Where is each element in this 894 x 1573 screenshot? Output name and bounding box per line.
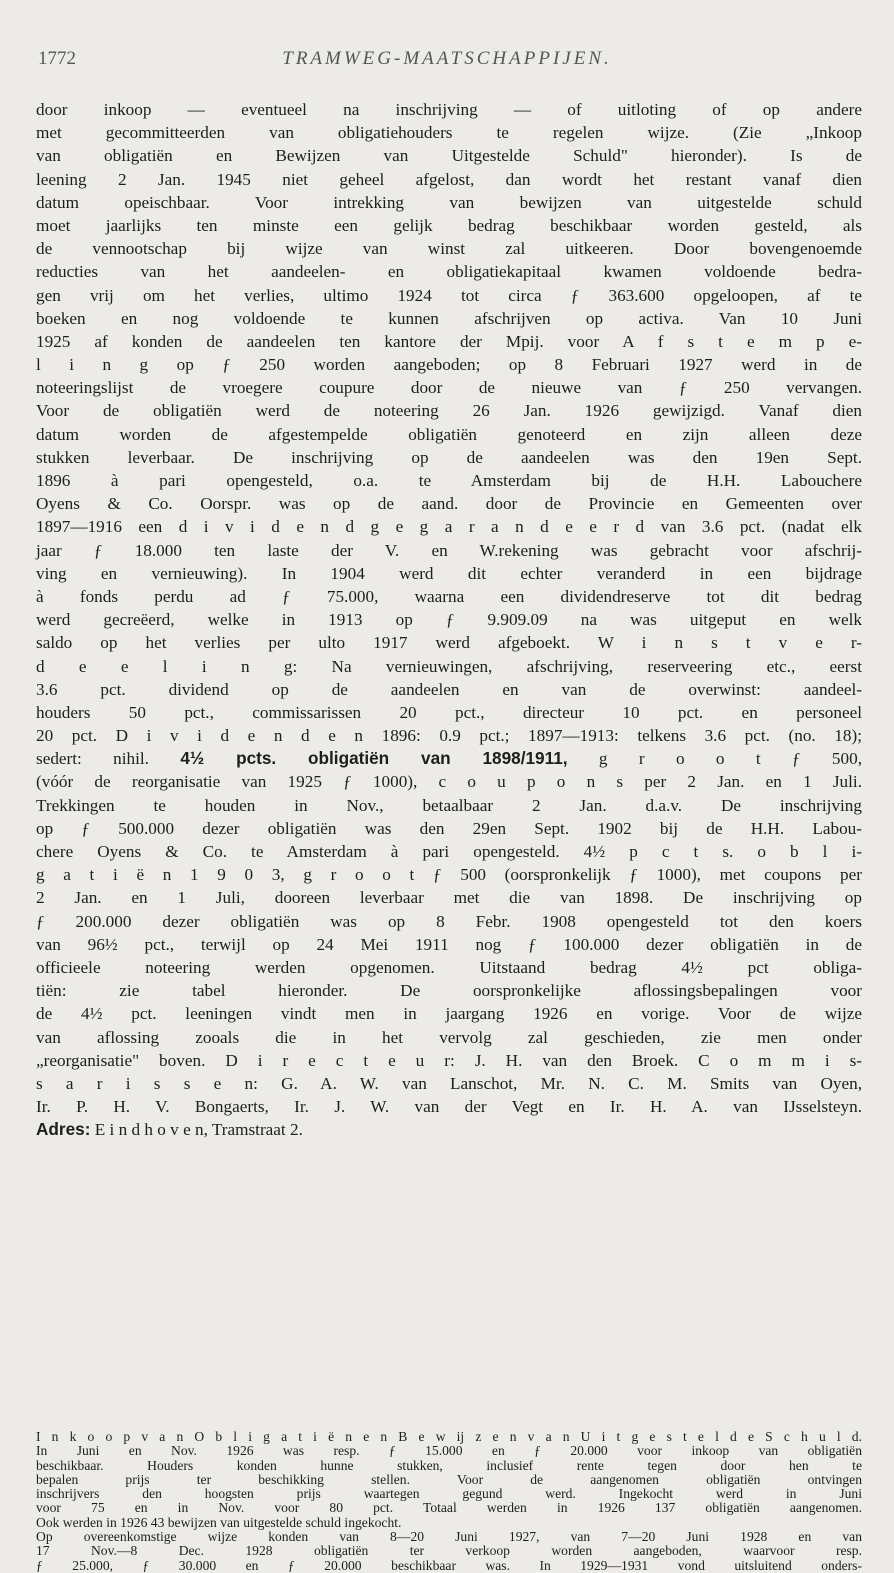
body-line-text: van 96½ pct., terwijl op 24 Mei 1911 nog ƒ 100.000 dezer obligatiën in de: [36, 934, 862, 954]
body-line-text: werd gecreëerd, welke in 1913 op ƒ 9.909.09 na was uitgeput en welk: [36, 610, 862, 630]
body-line: [36, 840, 862, 863]
body-line: [36, 376, 862, 399]
body-line: [36, 446, 862, 469]
body-line: [36, 724, 862, 747]
body-line-text: datum opeischbaar. Voor intrekking van bewijzen van uitgestelde schuld: [36, 192, 862, 212]
body-line-text: van obligatiën en Bewijzen van Uitgestelde Schuld" hieronder). Is de: [36, 146, 862, 166]
body-line-text: noteeringslijst de vroegere coupure door de nieuwe van ƒ 250 vervangen.: [36, 378, 862, 398]
footnote-line: [36, 1487, 862, 1501]
footnote-line: [36, 1530, 862, 1544]
footnote-line: [36, 1516, 862, 1530]
body-line: [36, 817, 862, 840]
body-line: [36, 770, 862, 793]
body-line-text: 1925 af konden de aandeelen ten kantore der Mpij. voor A f s t e m p e-: [36, 331, 862, 351]
body-line-text: ving en vernieuwing). In 1904 werd dit echter veranderd in een bijdrage: [36, 563, 862, 583]
body-line-text: sedert: nihil.: [36, 749, 149, 769]
body-line: [36, 562, 862, 585]
body-line-bold-heading: 4½ pcts. obligatiën van 1898/1911,: [180, 748, 568, 769]
body-line: [36, 956, 862, 979]
body-line-text: datum worden de afgestempelde obligatiën genoteerd en zijn alleen deze: [36, 424, 862, 444]
footnote-line-text: 17 Nov.—8 Dec. 1928 obligatiën ter verkoop worden aangeboden, waarvoor resp.: [36, 1543, 862, 1559]
running-title: TRAMWEG-MAATSCHAPPIJEN.: [282, 48, 612, 69]
body-line-text: gen vrij om het verlies, ultimo 1924 tot circa ƒ 363.600 opgeloopen, af te: [36, 285, 862, 305]
footnote-line-text: beschikbaar. Houders konden hunne stukken, inclusief rente tegen door hen te: [36, 1457, 862, 1473]
body-line-text: s a r i s s e n: G. A. W. van Lanschot, Mr. N. C. M. Smits van Oyen,: [36, 1073, 862, 1093]
body-line-text: stukken leverbaar. De inschrijving op de aandeelen was den 19en Sept.: [36, 447, 862, 467]
body-line: [36, 910, 862, 933]
footnote-line-text: I n k o o p v a n O b l i g a t i ë n e n B e w ij z e n v a n U i t g e s t e l d e S c h u l d.: [36, 1429, 862, 1444]
body-line: [36, 98, 862, 121]
body-line: [36, 168, 862, 191]
body-line: [36, 678, 862, 701]
body-line: [36, 144, 862, 167]
body-line-text: 1896 à pari opengesteld, o.a. te Amsterdam bij de H.H. Labouchere: [36, 471, 862, 490]
footnote-line: [36, 1430, 862, 1444]
footnote-line-text: Op overeenkomstige wijze konden van 8—20 Juni 1927, van 7—20 Juni 1928 en van: [36, 1529, 862, 1545]
footnote-line: [36, 1559, 862, 1573]
footnote-line-text: voor 75 en in Nov. voor 80 pct. Totaal werden in 1926 137 obligatiën aangenomen.: [36, 1500, 862, 1516]
body-line-bold-heading: Adres:: [36, 1119, 91, 1140]
body-line-text: officieele noteering werden opgenomen. Uitstaand bedrag 4½ pct obliga-: [36, 957, 862, 977]
body-line: [36, 1095, 862, 1118]
body-line-text: tiën: zie tabel hieronder. De oorspronkelijke aflossingsbepalingen voor: [36, 981, 862, 1001]
footnote-line-text: inschrijvers den hoogsten prijs waartegen gegund werd. Ingekocht werd in Juni: [36, 1486, 862, 1502]
body-line: [36, 307, 862, 330]
body-line-text-after: E i n d h o v e n, Tramstraat 2.: [94, 1120, 303, 1140]
body-line-text-after: g r o o t ƒ 500,: [598, 749, 863, 769]
body-line: [36, 237, 862, 260]
body-line: [36, 191, 862, 214]
body-line: [36, 121, 862, 144]
footnote-text: [36, 1430, 862, 1573]
body-line-text: chere Oyens & Co. te Amsterdam à pari opengesteld. 4½ p c t s. o b l i-: [36, 842, 862, 861]
body-line: [36, 1026, 862, 1049]
body-line-text: boeken en nog voldoende te kunnen afschrijven op activa. Van 10 Juni: [36, 308, 862, 328]
footnote-line: [36, 1501, 862, 1515]
body-line: [36, 469, 862, 492]
footnote-line: [36, 1473, 862, 1487]
body-line-text: 3.6 pct. dividend op de aandeelen en van de overwinst: aandeel-: [36, 679, 862, 699]
body-line-text: Oyens & Co. Oorspr. was op de aand. door de Provincie en Gemeenten over: [36, 494, 862, 514]
body-line-text: met gecommitteerden van obligatiehouders te regelen wijze. (Zie „Inkoop: [36, 123, 862, 143]
body-line: [36, 979, 862, 1002]
page-header: [38, 48, 856, 76]
body-line: [36, 1002, 862, 1025]
body-line: [36, 214, 862, 237]
footnote-line-text: bepalen prijs ter beschikking stellen. Voor de aangenomen obligatiën ontvingen: [36, 1471, 862, 1487]
body-line: [36, 330, 862, 353]
body-line-text: (vóór de reorganisatie van 1925 ƒ 1000), c o u p o n s per 2 Jan. en 1 Juli.: [36, 772, 862, 792]
body-line: [36, 515, 862, 538]
body-line: [36, 492, 862, 515]
body-line: [36, 655, 862, 678]
footnote-line: [36, 1459, 862, 1473]
body-line-text: d e e l i n g: Na vernieuwingen, afschrijving, reserveering etc., eerst: [36, 656, 862, 676]
body-line: [36, 399, 862, 422]
body-line-text: ƒ 200.000 dezer obligatiën was op 8 Febr. 1908 opengesteld tot den koers: [36, 911, 862, 931]
body-line-text: 2 Jan. en 1 Juli, dooreen leverbaar met die van 1898. De inschrijving op: [36, 888, 862, 908]
body-line: [36, 1118, 862, 1141]
body-line: [36, 933, 862, 956]
body-line-text: Trekkingen te houden in Nov., betaalbaar 2 Jan. d.a.v. De inschrijving: [36, 795, 862, 815]
footnote-line: [36, 1544, 862, 1558]
body-line-text: Voor de obligatiën werd de noteering 26 Jan. 1926 gewijzigd. Vanaf dien: [36, 401, 862, 421]
footnote-line: [36, 1444, 862, 1458]
body-line-text: à fonds perdu ad ƒ 75.000, waarna een dividendreserve tot dit bedrag: [36, 586, 862, 606]
main-body-text: [36, 98, 862, 1141]
page-number: 1772: [38, 48, 76, 69]
body-line-text: van aflossing zooals die in het vervolg zal geschieden, zie men onder: [36, 1027, 862, 1047]
body-line-text: 20 pct. D i v i d e n d e n 1896: 0.9 pct.; 1897—1913: telkens 3.6 pct. (no. 18);: [36, 726, 862, 746]
body-line-text: houders 50 pct., commissarissen 20 pct., directeur 10 pct. en personeel: [36, 702, 862, 722]
body-line: [36, 608, 862, 631]
body-line: [36, 886, 862, 909]
body-line: [36, 701, 862, 724]
body-line-text: „reorganisatie" boven. D i r e c t e u r: J. H. van den Broek. C o m m i s-: [36, 1050, 862, 1070]
body-line-text: de 4½ pct. leeningen vindt men in jaargang 1926 en vorige. Voor de wijze: [36, 1004, 862, 1024]
body-line-text: saldo op het verlies per ulto 1917 werd afgeboekt. W i n s t v e r-: [36, 633, 862, 653]
body-line: [36, 747, 862, 770]
body-line-text: 1897—1916 een d i v i d e n d g e g a r a n d e e r d van 3.6 pct. (nadat elk: [36, 517, 862, 537]
body-line: [36, 794, 862, 817]
body-line-text: Ir. P. H. V. Bongaerts, Ir. J. W. van der Vegt en Ir. H. A. van IJsselsteyn.: [36, 1097, 862, 1117]
body-line: [36, 1072, 862, 1095]
footnote-line-text: ƒ 25.000, ƒ 30.000 en ƒ 20.000 beschikbaar was. In 1929—1931 vond uitsluitend onders-: [36, 1557, 862, 1573]
body-line: [36, 353, 862, 376]
body-line-text: jaar ƒ 18.000 ten laste der V. en W.rekening was gebracht voor afschrij-: [36, 540, 862, 560]
body-line: [36, 539, 862, 562]
body-line-text: moet jaarlijks ten minste een gelijk bedrag beschikbaar worden gesteld, als: [36, 215, 862, 235]
body-line-text: reducties van het aandeelen- en obligatiekapitaal kwamen voldoende bedra-: [36, 262, 862, 282]
body-line: [36, 260, 862, 283]
body-line-text: op ƒ 500.000 dezer obligatiën was den 29en Sept. 1902 bij de H.H. Labou-: [36, 818, 862, 838]
body-line: [36, 631, 862, 654]
footnote-line-text: In Juni en Nov. 1926 was resp. ƒ 15.000 en ƒ 20.000 voor inkoop van obligatiën: [36, 1443, 862, 1459]
body-line-text: leening 2 Jan. 1945 niet geheel afgelost, dan wordt het restant vanaf dien: [36, 169, 862, 189]
body-line: [36, 1049, 862, 1072]
body-line-text: de vennootschap bij wijze van winst zal uitkeeren. Door bovengenoemde: [36, 239, 862, 259]
body-line: [36, 863, 862, 886]
body-line: [36, 284, 862, 307]
body-line-text: l i n g op ƒ 250 worden aangeboden; op 8 Februari 1927 werd in de: [36, 355, 862, 375]
body-line: [36, 423, 862, 446]
body-line-text: g a t i ë n 1 9 0 3, g r o o t ƒ 500 (oorspronkelijk ƒ 1000), met coupons per: [36, 865, 862, 885]
body-line: [36, 585, 862, 608]
body-line-text: door inkoop — eventueel na inschrijving — of uitloting of op andere: [36, 100, 862, 119]
footnote-line-text: Ook werden in 1926 43 bewijzen van uitgestelde schuld ingekocht.: [36, 1514, 402, 1530]
